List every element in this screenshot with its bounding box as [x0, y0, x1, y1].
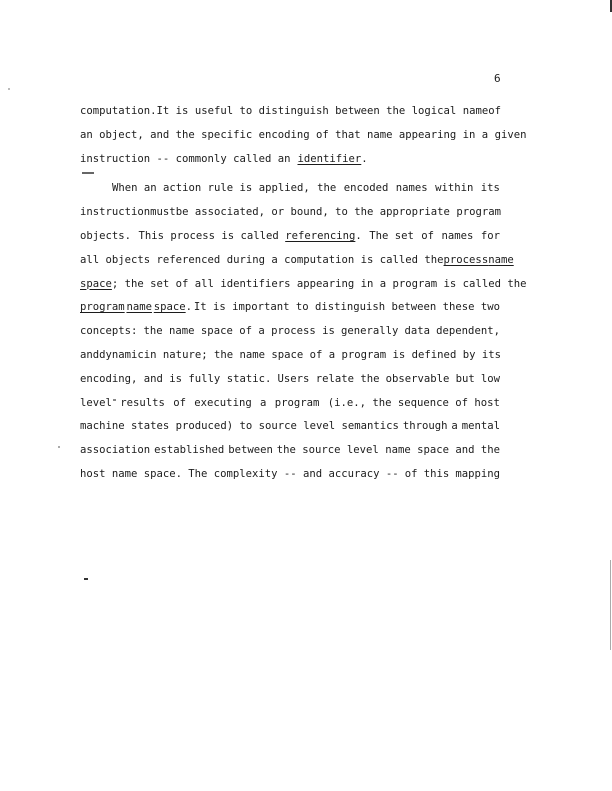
text-run: the — [317, 182, 337, 195]
text-line — [80, 177, 500, 201]
text-run: for — [480, 229, 500, 242]
text-group — [80, 273, 526, 297]
term-referencing: referencing — [285, 229, 356, 242]
text-run: names — [441, 229, 474, 242]
term-space: space — [153, 301, 186, 314]
text-group — [154, 296, 192, 320]
text-run: level — [80, 396, 112, 409]
text-run: of — [404, 467, 418, 480]
text-run: in nature; the name space of a program is defined by its — [143, 348, 501, 361]
text-run: Users relate the — [277, 372, 380, 385]
text-group — [138, 225, 361, 249]
text-run: host name space. — [80, 467, 183, 480]
term-space: space — [80, 277, 112, 290]
text-run: . — [361, 152, 368, 165]
text-run: computation. — [80, 105, 157, 117]
text-run: data — [404, 325, 431, 338]
text-run: within — [435, 182, 474, 195]
text-run: and — [80, 348, 100, 361]
text-run: program — [274, 396, 320, 409]
text-run: instruction — [80, 206, 151, 219]
text-run: but — [455, 372, 475, 385]
text-run: of — [173, 396, 186, 409]
text-line — [80, 344, 500, 368]
text-run: dependent, — [436, 325, 500, 338]
text-run: instruction -- commonly called an — [80, 152, 291, 165]
scan-speck — [8, 88, 10, 90]
text-run: must — [150, 206, 176, 219]
text-run: When an action rule is applied, — [112, 182, 310, 195]
text-line — [80, 124, 527, 148]
text-line — [80, 148, 500, 172]
text-run: ; the set of all identifiers appearing in a program is called the — [111, 277, 527, 290]
term-name: name — [126, 301, 152, 314]
scan-edge-shadow — [610, 560, 611, 650]
text-line — [80, 439, 500, 463]
text-run: names — [395, 182, 428, 195]
text-run: dynamic — [99, 348, 144, 361]
text-run: the source level name space and the — [276, 444, 500, 457]
text-run: . — [355, 229, 362, 242]
text-run: generally — [341, 325, 399, 338]
text-line — [80, 201, 500, 225]
scan-speck — [113, 399, 116, 401]
text-run: executing — [194, 396, 252, 409]
text-run: The complexity -- and accuracy -- — [188, 467, 399, 480]
text-run: established — [154, 444, 225, 457]
page-number: 6 — [494, 72, 501, 85]
text-run: all objects referenced during a computation is called the — [80, 253, 444, 266]
text-run: between — [228, 444, 273, 457]
text-line — [80, 368, 500, 392]
text-run: through — [402, 420, 448, 433]
text-run: It is important to distinguish between these two — [193, 301, 500, 314]
text-line — [80, 273, 527, 297]
text-run: mapping — [455, 467, 500, 480]
text-run: the name space of a process is — [143, 325, 335, 338]
text-run: of — [421, 229, 435, 242]
text-run: machine states produced) to source level semantics — [80, 420, 399, 433]
text-run: encoding, and is fully static. — [80, 372, 272, 385]
text-run: association — [80, 444, 151, 457]
text-line — [80, 249, 514, 273]
text-run: low — [480, 372, 500, 385]
text-run: . — [185, 301, 193, 314]
term-program: program — [80, 301, 125, 314]
text-run: its — [480, 182, 500, 195]
scan-speck — [58, 446, 60, 448]
text-run: an object, and the specific encoding of that name appearing in a given — [80, 128, 527, 141]
text-run: be associated, or bound, to the appropriate program — [175, 206, 501, 219]
text-line — [80, 463, 500, 487]
text-run: encoded — [343, 182, 389, 195]
text-line — [80, 320, 500, 344]
text-line — [80, 296, 500, 320]
text-run: The set — [369, 229, 414, 242]
body-paragraphs — [80, 100, 527, 487]
text-line — [80, 415, 500, 439]
text-run: a — [260, 396, 267, 409]
scan-speck — [84, 578, 88, 580]
text-line — [80, 225, 500, 249]
term-process: process — [443, 253, 489, 266]
text-run: of — [488, 105, 501, 117]
text-run: (i.e., the sequence of host — [327, 396, 500, 409]
scan-speck — [82, 172, 94, 174]
text-line — [80, 392, 500, 416]
text-run: concepts: — [80, 325, 138, 338]
text-run: objects. — [80, 229, 132, 242]
text-run: mental — [461, 420, 500, 433]
text-run: a — [451, 420, 458, 433]
text-run: results — [120, 396, 165, 409]
text-run: It is useful to distinguish between the logical name — [156, 105, 489, 117]
text-run: This process is called — [138, 229, 279, 242]
term-name: name — [488, 253, 514, 266]
text-run: this — [423, 467, 450, 480]
text-line — [80, 100, 500, 124]
term-identifier: identifier — [297, 152, 362, 165]
text-run: observable — [385, 372, 450, 385]
